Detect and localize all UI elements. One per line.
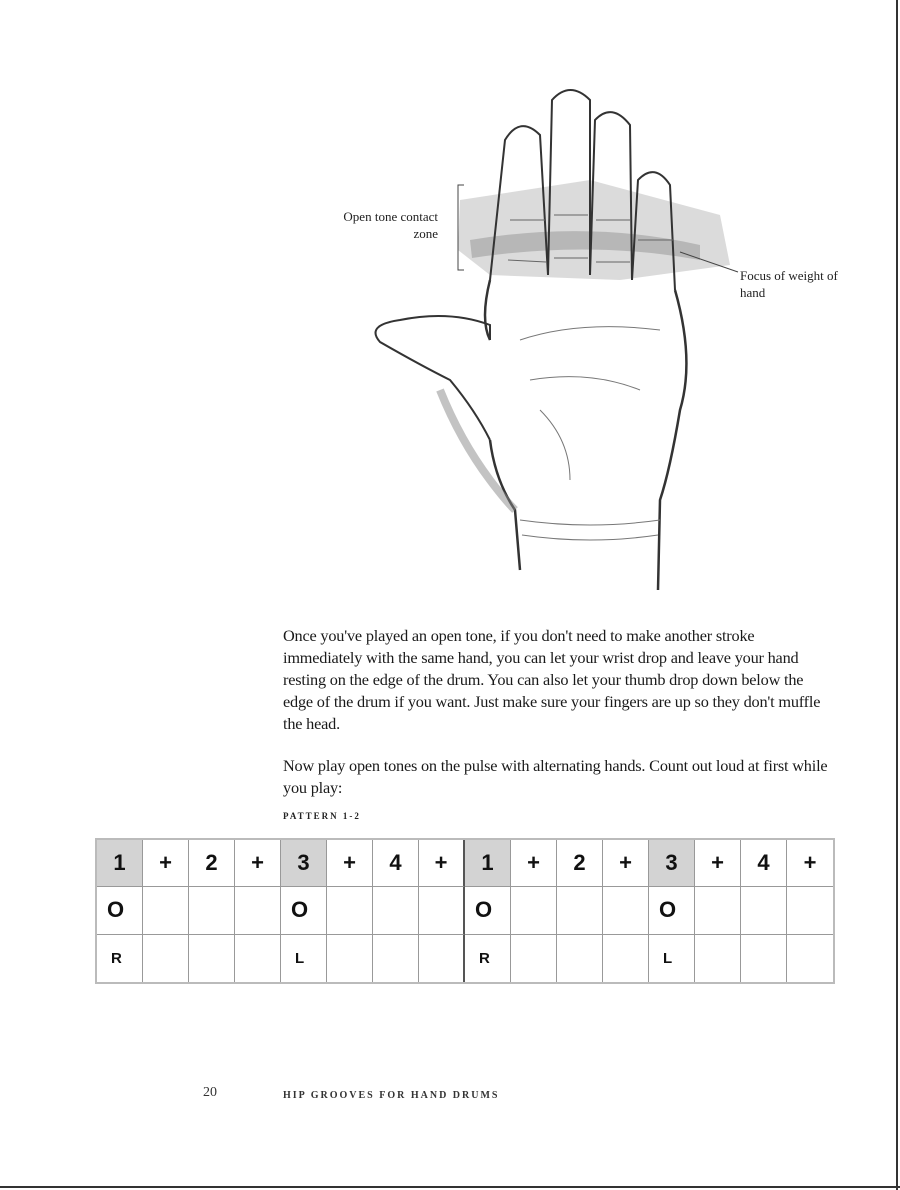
hand-cell: R xyxy=(465,935,511,982)
focus-weight-callout: Focus of weight of hand xyxy=(740,268,838,300)
open-tone-callout: Open tone contact zone xyxy=(343,209,438,241)
tone-cell: O xyxy=(97,887,143,934)
body-paragraph: Once you've played an open tone, if you don't need to make another stroke immediately with the same hand, you can let your wrist drop and leave your hand resting on the edge of the drum. You can also let your thumb drop down below the edge of the drum if you want. Just make sure your fingers are up so they don't muffle the head. xyxy=(283,626,821,733)
count-cell: + xyxy=(419,840,465,887)
hand-cell xyxy=(327,935,373,982)
count-cell: + xyxy=(603,840,649,887)
tone-cell xyxy=(235,887,281,934)
page-edge xyxy=(0,1186,900,1188)
book-title: HIP GROOVES FOR HAND DRUMS xyxy=(283,1090,500,1101)
hand-cell xyxy=(189,935,235,982)
hand-cell xyxy=(235,935,281,982)
hand-cell xyxy=(419,935,465,982)
thumb xyxy=(376,316,491,440)
hand-cell: L xyxy=(281,935,327,982)
tone-cell xyxy=(695,887,741,934)
count-cell: + xyxy=(695,840,741,887)
count-cell: 1 xyxy=(465,840,511,887)
hand-cell xyxy=(373,935,419,982)
wrist-creases xyxy=(520,520,660,540)
count-cell: + xyxy=(787,840,833,887)
tone-cell xyxy=(557,887,603,934)
tone-cell xyxy=(741,887,787,934)
hand-cell xyxy=(511,935,557,982)
tone-cell xyxy=(189,887,235,934)
hand-cell: L xyxy=(649,935,695,982)
count-cell: + xyxy=(511,840,557,887)
page-number: 20 xyxy=(203,1085,217,1100)
tone-cell xyxy=(327,887,373,934)
count-cell: + xyxy=(143,840,189,887)
hand-cell xyxy=(787,935,833,982)
count-cell: 4 xyxy=(741,840,787,887)
count-cell: 2 xyxy=(189,840,235,887)
tone-cell: O xyxy=(649,887,695,934)
count-cell: 4 xyxy=(373,840,419,887)
page-edge xyxy=(896,0,898,1190)
hand-cell xyxy=(603,935,649,982)
hand-cell xyxy=(557,935,603,982)
tone-cell xyxy=(373,887,419,934)
palm-shadow xyxy=(440,390,515,510)
count-cell: + xyxy=(327,840,373,887)
tone-cell xyxy=(603,887,649,934)
rhythm-grid xyxy=(95,838,835,984)
tone-cell xyxy=(143,887,189,934)
count-cell: 1 xyxy=(97,840,143,887)
hand-cell xyxy=(143,935,189,982)
palm xyxy=(485,280,686,590)
body-paragraph: Now play open tones on the pulse with alternating hands. Count out loud at first while you play: xyxy=(283,756,828,797)
tone-cell: O xyxy=(465,887,511,934)
pattern-label: PATTERN 1-2 xyxy=(283,811,361,821)
tone-cell: O xyxy=(281,887,327,934)
tone-cell xyxy=(511,887,557,934)
hand-cell xyxy=(741,935,787,982)
tone-cell xyxy=(787,887,833,934)
hand-cell xyxy=(695,935,741,982)
count-cell: 3 xyxy=(281,840,327,887)
count-cell: 2 xyxy=(557,840,603,887)
hand-illustration xyxy=(340,80,860,620)
hand-cell: R xyxy=(97,935,143,982)
tone-cell xyxy=(419,887,465,934)
count-cell: 3 xyxy=(649,840,695,887)
count-cell: + xyxy=(235,840,281,887)
palm-lines xyxy=(520,327,660,480)
